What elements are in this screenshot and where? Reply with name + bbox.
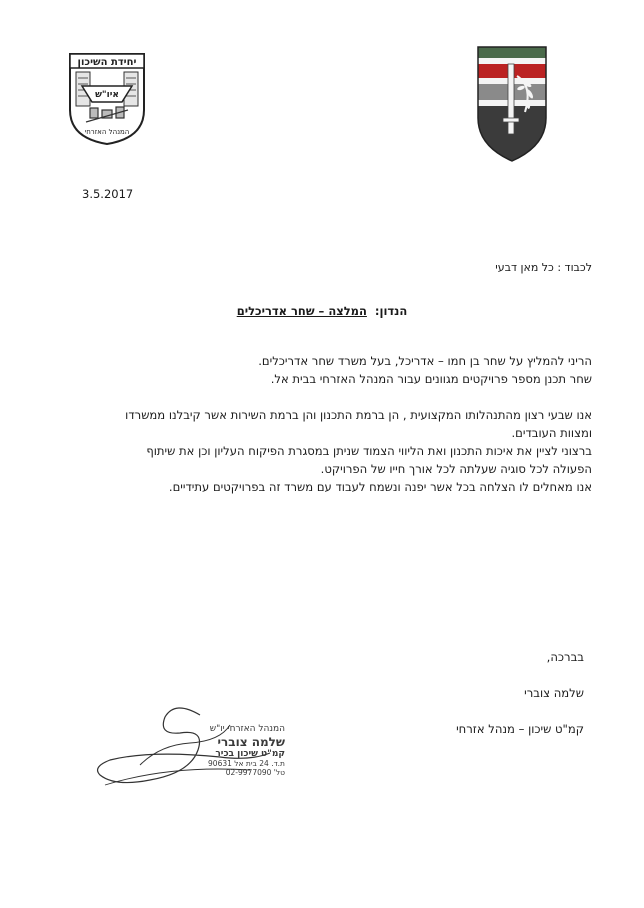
emblem-title: יחידת השיכון xyxy=(77,57,137,68)
subject-line xyxy=(0,304,644,318)
signer-name: שלמה צוברי xyxy=(524,686,584,700)
signature-icon xyxy=(80,695,280,795)
stamp-address: ת.ד. 24 בית אל 90631 xyxy=(208,759,285,768)
paragraph-line: אנו שבעי רצון מהתנהלותו המקצועית , הן ברמת התכנון והן ברמת השירות אשר קיבלנו ממשרדו xyxy=(125,408,592,422)
letter-date: 3.5.2017 xyxy=(82,187,134,201)
subject-text: המלצה – שחר אדריכלים xyxy=(236,304,367,318)
stamp-org: המנהל האזרחי יו"ש xyxy=(209,724,285,734)
emblem-bottom-text: המנהל האזרחי xyxy=(84,128,130,136)
housing-unit-emblem xyxy=(66,50,148,146)
paragraph-line: הריני להמליץ על שחר בן חמו – אדריכל, בעל משרד שחר אדריכלים. xyxy=(258,354,592,368)
paragraph-line: הפעולה לכל סוגיה שעלתה לכל אורך חייו של הפרויקט. xyxy=(320,462,592,476)
military-crest xyxy=(477,46,547,162)
stamp-role: קמ"ט שיכון בכיר xyxy=(215,749,285,759)
housing-unit-emblem-icon xyxy=(66,50,148,146)
paragraph-line: ברצוני לציין את איכות התכנון ואת הליווי הצמוד שניתן במסגרת הפיקוח העליון וכן את שיתוף xyxy=(146,444,592,458)
stamp-name: שלמה צוברי xyxy=(217,735,285,749)
handwritten-signature xyxy=(80,695,280,795)
paragraph-line: ומצוות העובדים. xyxy=(511,426,592,440)
paragraph-intro xyxy=(44,352,592,388)
paragraph-recommendation xyxy=(44,406,592,496)
subject-label: הנדון: xyxy=(374,304,408,318)
closing-greeting: בברכה, xyxy=(546,650,584,664)
addressee-line: לכבוד : כל מאן דבעי xyxy=(495,261,592,274)
paragraph-line: אנו מאחלים לו הצלחה בכל אשר יפנה ונשמח לעבוד עם משרד זה בפרויקטים עתידיים. xyxy=(168,480,592,494)
stamp-phone: טל' 02-9977090 xyxy=(225,768,285,777)
signer-title: קמ"ט שיכון – מנהל אזרחי xyxy=(456,722,584,736)
paragraph-line: שחר תכנן מספר פרויקטים מגוונים עבור המנהל האזרחי בבית אל. xyxy=(270,372,592,386)
emblem-center-text: איו"ש xyxy=(95,90,119,100)
crest-icon xyxy=(477,46,547,162)
